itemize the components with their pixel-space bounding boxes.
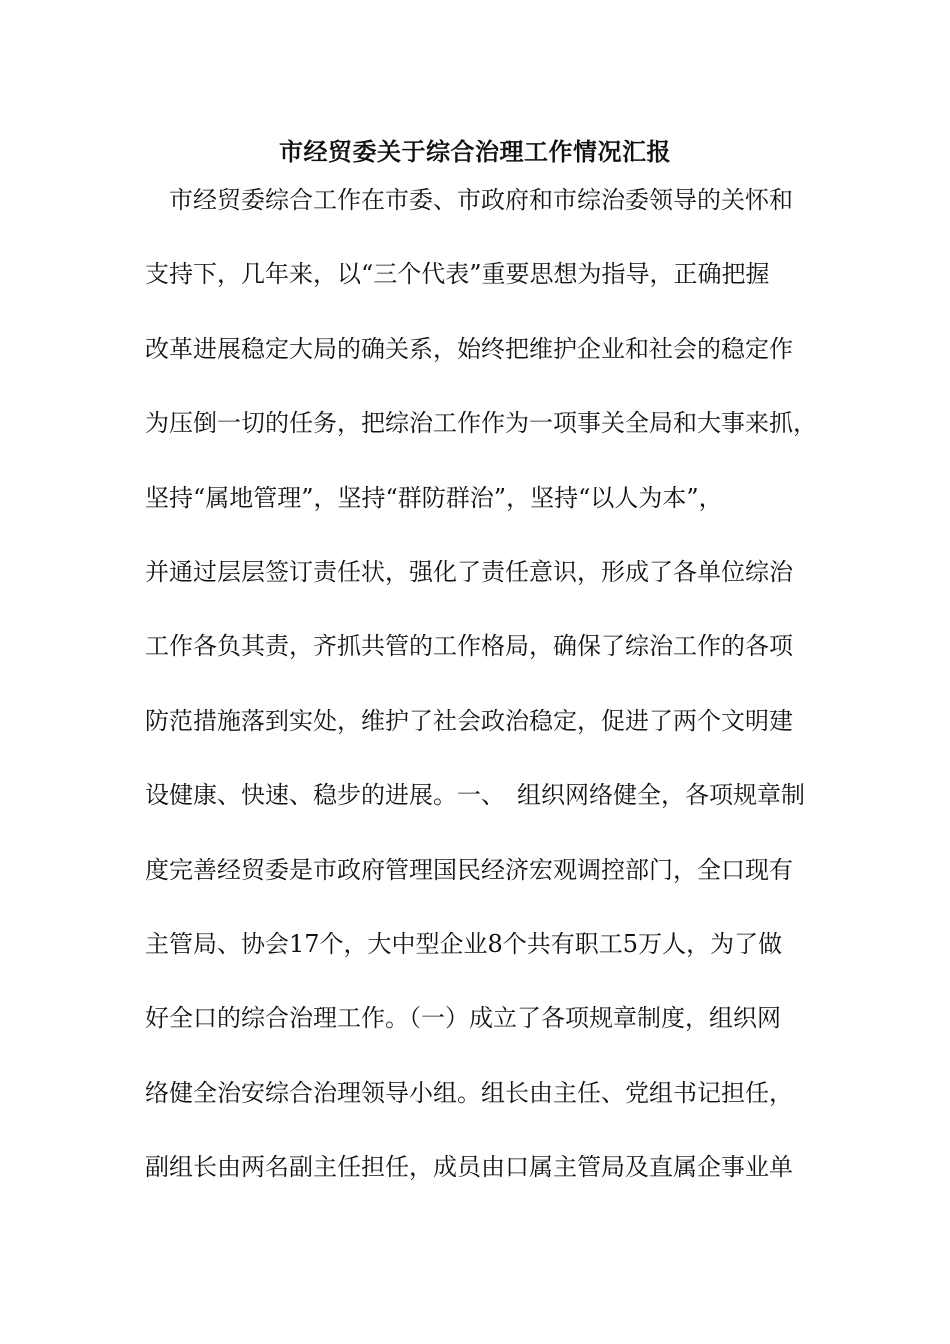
- body-line: 支持下，几年来，以“三个代表”重要思想为指导，正确把握: [145, 260, 770, 289]
- body-line: 并通过层层签订责任状，强化了责任意识，形成了各单位综治: [145, 557, 793, 586]
- body-line: 防范措施落到实处，维护了社会政治稳定，促进了两个文明建: [145, 706, 793, 735]
- body-line: 主管局、协会17个，大中型企业8个共有职工5万人，为了做: [145, 929, 783, 958]
- body-line: 坚持“属地管理”，坚持“群防群治”，坚持“以人为本”，: [145, 483, 723, 512]
- body-line: 设健康、快速、稳步的进展。一、 组织网络健全，各项规章制: [145, 781, 805, 810]
- body-line: 市经贸委综合工作在市委、市政府和市综治委领导的关怀和: [145, 186, 793, 214]
- body-line: 络健全治安综合治理领导小组。组长由主任、党组书记担任，: [145, 1078, 793, 1107]
- body-line: 好全口的综合治理工作。（一）成立了各项规章制度，组织网: [145, 1004, 781, 1033]
- body-line: 度完善经贸委是市政府管理国民经济宏观调控部门，全口现有: [145, 855, 793, 884]
- body-line: 改革进展稳定大局的确关系，始终把维护企业和社会的稳定作: [145, 334, 793, 363]
- body-line: 工作各负其责，齐抓共管的工作格局，确保了综治工作的各项: [145, 632, 793, 661]
- document-title: 市经贸委关于综合治理工作情况汇报: [279, 137, 671, 166]
- document-body: [145, 184, 817, 1225]
- body-line: 为压倒一切的任务，把综治工作作为一项事关全局和大事来抓，: [145, 409, 817, 438]
- body-line: 副组长由两名副主任担任，成员由口属主管局及直属企事业单: [145, 1153, 793, 1182]
